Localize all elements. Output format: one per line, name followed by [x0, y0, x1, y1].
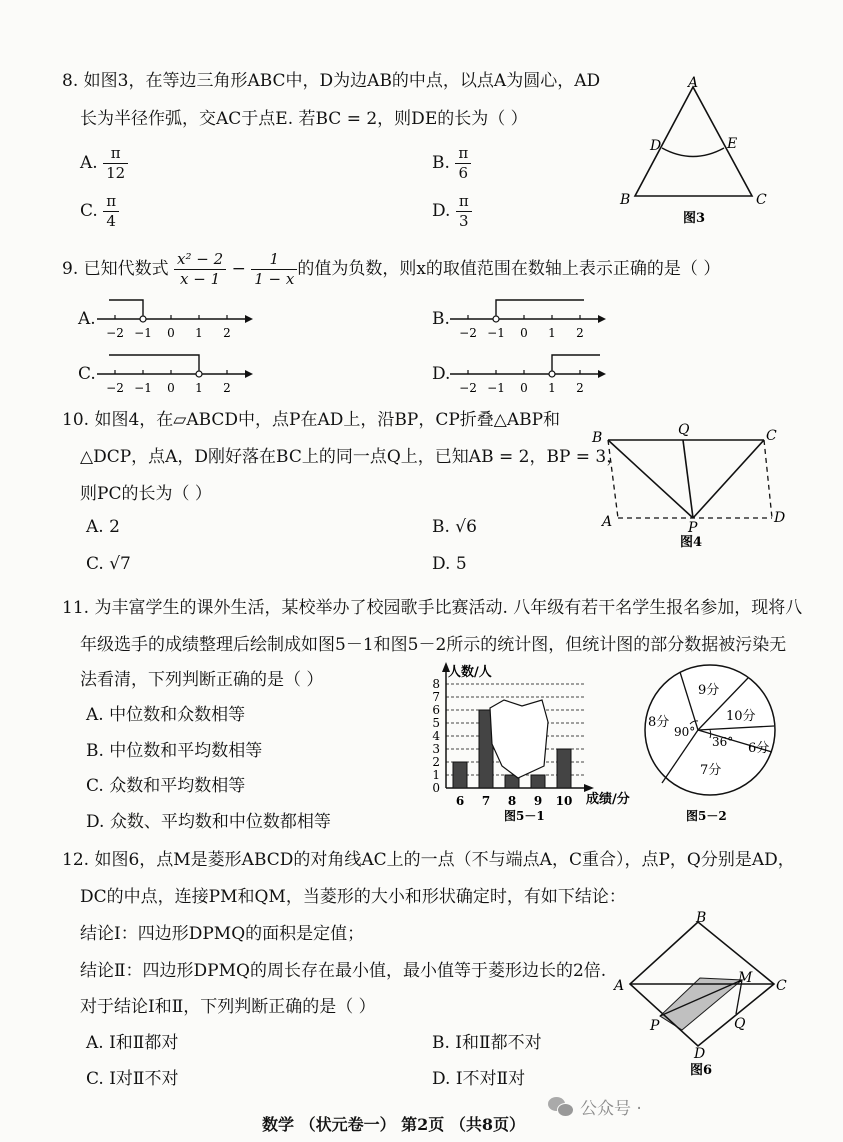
svg-text:0: 0: [167, 381, 175, 395]
svg-text:−2: −2: [459, 326, 477, 340]
q12-line3: 结论Ⅰ：四边形DPMQ的面积是定值；: [80, 924, 365, 944]
fig3-caption: 图3: [683, 211, 706, 226]
bar-ytick: 6: [432, 703, 440, 717]
q9-numberline-c: [95, 350, 255, 396]
fig6-label-p: P: [650, 1018, 660, 1034]
fig4-label-b: B: [592, 430, 603, 446]
bar-xtick: 9: [533, 794, 543, 808]
bar-9: [531, 775, 545, 788]
q12-line2: DC的中点，连接PM和QM，当菱形的大小和形状确定时，有如下结论：: [80, 887, 626, 907]
q12-option-d: D. Ⅰ不对Ⅱ对: [432, 1069, 526, 1089]
svg-text:1: 1: [548, 326, 556, 340]
pie-caption: 图5－2: [686, 809, 727, 823]
svg-text:1: 1: [548, 381, 556, 395]
fig6-label-m: M: [738, 970, 753, 986]
bar-ytick: 1: [432, 768, 440, 782]
fig3-label-a: A: [688, 75, 699, 91]
bar-xtick: 8: [507, 794, 517, 808]
q9-option-d-label: D.: [432, 364, 451, 384]
q11-line3: 法看清，下列判断正确的是（ ）: [80, 670, 324, 690]
bar-ylabel: 人数/人: [448, 665, 492, 680]
fig6-label-b: B: [696, 910, 707, 926]
svg-text:−1: −1: [487, 381, 505, 395]
svg-text:−2: −2: [106, 381, 124, 395]
q11-line1: 11. 为丰富学生的课外生活，某校举办了校园歌手比赛活动. 八年级有若干名学生报名参加，现将八: [62, 598, 803, 618]
q11-line2: 年级选手的成绩整理后绘制成如图5－1和图5－2所示的统计图，但统计图的部分数据被污染无: [80, 635, 787, 655]
svg-text:−1: −1: [487, 326, 505, 340]
pie-label-6: 6分: [748, 741, 770, 756]
svg-text:1: 1: [195, 326, 203, 340]
figure-3-triangle: [610, 70, 780, 230]
q12-option-c: C. Ⅰ对Ⅱ不对: [86, 1069, 179, 1089]
svg-text:−2: −2: [106, 326, 124, 340]
q11-option-d: D. 众数、平均数和中位数都相等: [86, 812, 331, 832]
svg-text:0: 0: [520, 381, 528, 395]
figure-6-rhombus: [610, 910, 800, 1080]
q10-line2: △DCP，点A，D刚好落在BC上的同一点Q上，已知AB = 2，BP = 3，: [80, 447, 624, 467]
svg-text:−1: −1: [134, 326, 152, 340]
bar-ytick: 3: [432, 742, 440, 756]
q8-option-c: C. $\frac{\pi}{4}$: [80, 192, 119, 231]
q9-stem: 9. 已知代数式 $\frac{\text{x² − 2}}{x - 1}$ − $\frac{1}{1 - x}$ 的值为负数，则x的取值范围在数轴上表示正确的是（ ）: [62, 250, 721, 288]
bar-caption: 图5－1: [504, 809, 545, 823]
fig6-label-c: C: [776, 978, 787, 994]
fig3-label-c: C: [756, 192, 767, 208]
q11-option-c: C. 众数和平均数相等: [86, 776, 246, 796]
q9-numberline-b: [448, 295, 608, 341]
fig6-label-a: A: [614, 978, 625, 994]
q11-option-b: B. 中位数和平均数相等: [86, 741, 263, 761]
q10-option-d: D. 5: [432, 554, 467, 574]
q12-option-a: A. Ⅰ和Ⅱ都对: [86, 1033, 179, 1053]
page-footer: 数学 （状元卷一） 第2页 （共8页）: [262, 1115, 525, 1134]
fig3-label-b: B: [620, 192, 631, 208]
q12-line4: 结论Ⅱ：四边形DPMQ的周长存在最小值，最小值等于菱形边长的2倍.: [80, 961, 607, 981]
figure-4-parallelogram: [588, 420, 798, 550]
fig4-label-d: D: [774, 510, 786, 526]
q9-option-c-label: C.: [78, 364, 96, 384]
bar-ytick: 4: [432, 729, 440, 743]
q10-option-b: B. √6: [432, 517, 477, 537]
fig6-label-d: D: [694, 1046, 706, 1062]
svg-text:2: 2: [576, 326, 584, 340]
q9-numberline-d: [448, 350, 608, 396]
bar-xtick: 7: [481, 794, 491, 808]
bar-6: [453, 762, 467, 788]
fig4-label-p: P: [688, 520, 698, 536]
fig3-label-e: E: [727, 136, 738, 152]
fig4-label-q: Q: [678, 422, 690, 438]
svg-text:−2: −2: [459, 381, 477, 395]
fig4-label-c: C: [766, 428, 777, 444]
svg-text:−1: −1: [134, 381, 152, 395]
q12-option-b: B. Ⅰ和Ⅱ都不对: [432, 1033, 542, 1053]
svg-text:2: 2: [223, 326, 231, 340]
q9-option-b-label: B.: [432, 309, 450, 329]
pie-label-8: 8分: [648, 715, 670, 730]
q11-option-a: A. 中位数和众数相等: [86, 705, 246, 725]
svg-text:1: 1: [195, 381, 203, 395]
pie-angle-36: 36°: [712, 735, 734, 749]
bar-ytick: 0: [432, 781, 440, 795]
figure-5-1-bar-chart: [418, 660, 636, 825]
fig3-label-d: D: [650, 138, 662, 154]
bar-ytick: 2: [432, 755, 440, 769]
svg-text:0: 0: [167, 326, 175, 340]
bar-10: [557, 749, 571, 788]
pie-label-7: 7分: [700, 763, 722, 778]
pie-label-10: 10分: [726, 709, 756, 724]
q9-numberline-a: [95, 295, 255, 341]
q8-option-a: A. $\frac{\pi}{12}$: [80, 144, 128, 183]
figure-5-2-pie-chart: [640, 660, 780, 825]
pie-angle-90: 90°: [674, 725, 696, 739]
fig6-caption: 图6: [690, 1063, 713, 1078]
q10-option-a: A. 2: [86, 517, 120, 537]
bar-xtick: 6: [455, 794, 465, 808]
svg-text:2: 2: [576, 381, 584, 395]
fig6-label-q: Q: [734, 1016, 746, 1032]
fig4-label-a: A: [602, 514, 613, 530]
svg-text:2: 2: [223, 381, 231, 395]
q8-line2: 长为半径作弧，交AC于点E. 若BC = 2，则DE的长为（ ）: [80, 109, 528, 129]
q10-option-c: C. √7: [86, 554, 131, 574]
q9-option-a-label: A.: [78, 309, 96, 329]
q12-line5: 对于结论Ⅰ和Ⅱ，下列判断正确的是（ ）: [80, 997, 376, 1017]
pie-label-9: 9分: [698, 683, 720, 698]
bar-xtick: 10: [555, 794, 573, 808]
q8-option-b: B. $\frac{\pi}{6}$: [432, 144, 471, 183]
svg-text:0: 0: [520, 326, 528, 340]
watermark: 公众号 ·: [548, 1094, 642, 1119]
fig4-caption: 图4: [680, 535, 703, 550]
bar-ytick: 5: [432, 716, 440, 730]
q10-line3: 则PC的长为（ ）: [80, 484, 212, 504]
q8-line1: 8. 如图3，在等边三角形ABC中，D为边AB的中点，以点A为圆心，AD: [62, 71, 601, 91]
wechat-icon: [548, 1097, 574, 1117]
q8-option-d: D. $\frac{\pi}{3}$: [432, 192, 472, 231]
bar-ytick: 7: [432, 690, 440, 704]
bar-xlabel: 成绩/分: [586, 792, 630, 807]
q12-line1: 12. 如图6，点M是菱形ABCD的对角线AC上的一点（不与端点A，C重合），点P，Q分别是AD，: [62, 850, 795, 870]
q10-line1: 10. 如图4，在▱ABCD中，点P在AD上，沿BP，CP折叠△ABP和: [62, 410, 561, 430]
bar-ytick: 8: [432, 677, 440, 691]
